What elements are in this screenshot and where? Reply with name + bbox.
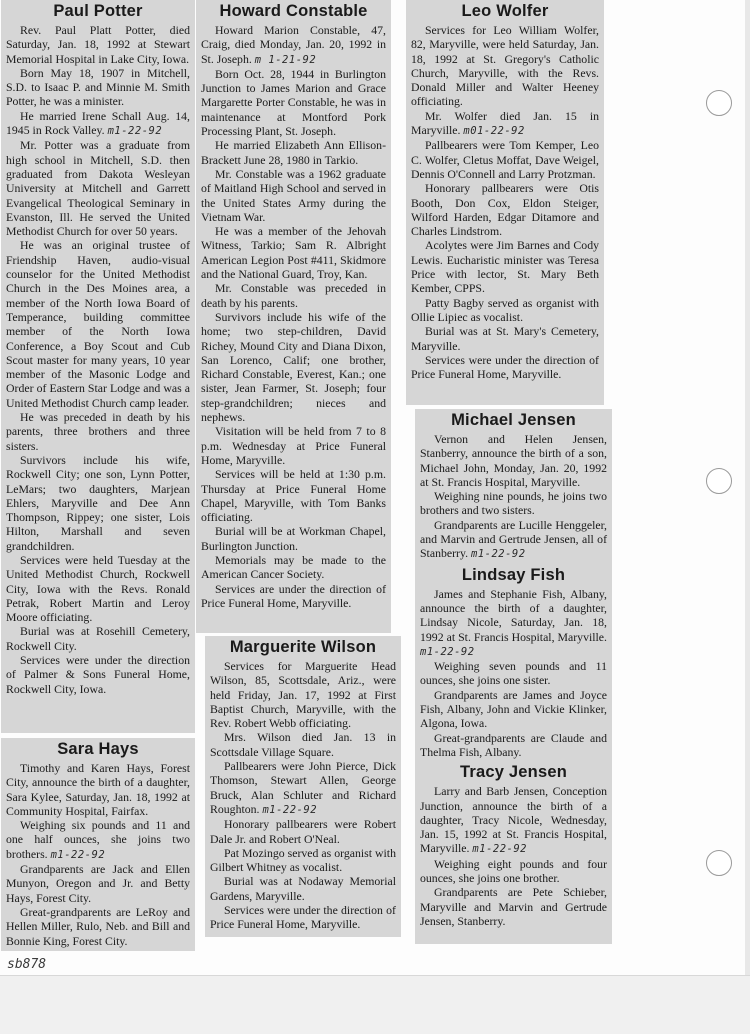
handwritten-date: m01-22-92 — [463, 125, 525, 138]
paragraph — [420, 784, 607, 856]
paragraph: Services were under the direction of Price Funeral Home, Maryville. — [411, 352, 599, 382]
paragraph-text: Weighing six pounds and 11 and one half ounces, she joins two brothers. — [6, 818, 190, 861]
clipping-title: Michael Jensen — [451, 411, 576, 429]
paragraph-text: Pallbearers were John Pierce, Dick Thomson, Stewart Allen, George Bruck, Alan Schluter and Richard Roughton. — [210, 759, 396, 816]
paragraph: Services were under the direction of Palmer & Sons Funeral Home, Rockwell City, Iowa. — [6, 653, 190, 696]
paragraph-text: Grandparents are Lucille Henggeler, and Marvin and Gertrude Jensen, all of Stanberry. — [420, 517, 607, 561]
binder-hole — [706, 468, 732, 494]
paragraph: Rev. Paul Platt Potter, died Saturday, Jan. 18, 1992 at Stewart Memorial Hospital in Lake City, Iowa. — [6, 23, 190, 66]
paragraph: He was a member of the Jehovah Witness, Tarkio; Sam R. Albright American Legion Post #411, Skidmore and the National Guard, Troy, Kan. — [201, 224, 386, 282]
page-edge — [745, 0, 750, 975]
paragraph-text: Mr. Wolfer died Jan. 15 in Maryville. — [411, 108, 599, 138]
paragraph — [201, 23, 386, 67]
paragraph — [6, 109, 190, 139]
paragraph: Services for Marguerite Head Wilson, 85, Scottsdale, Ariz., were held Friday, Jan. 17, 1992 at First Baptist Church, Maryville, with the Rev. Robert Webb officiating. — [210, 659, 396, 731]
paragraph: Honorary pallbearers were Robert Dale Jr. and Robert O'Neal. — [210, 817, 396, 846]
handwritten-date: m1-22-92 — [472, 843, 527, 856]
binder-hole — [706, 850, 732, 876]
paragraph: Services were held Tuesday at the United Methodist Church, Rockwell City, Iowa with the Revs. Ronald Petrak, Robert Martin and Leroy Moore officiating. — [6, 552, 190, 625]
handwritten-date: m1-22-92 — [107, 125, 163, 138]
archive-number: sb878 — [7, 957, 47, 972]
paragraph: Burial will be at Workman Chapel, Burlington Junction. — [201, 524, 386, 553]
clipping-howard-constable — [196, 0, 391, 633]
paragraph: Honorary pallbearers were Otis Booth, Don Cox, Eldon Steiger, Wilford Harden, Edgar Ditamore and Charles Lindstrom. — [411, 181, 599, 239]
paragraph: Weighing eight pounds and four ounces, she joins one brother. — [420, 856, 607, 886]
handwritten-date: m1-22-92 — [262, 803, 318, 816]
paragraph: He married Elizabeth Ann Ellison-Brackett June 28, 1980 in Tarkio. — [201, 138, 386, 167]
scanner-margin — [0, 975, 750, 1034]
handwritten-date: m 1-21-92 — [254, 53, 317, 66]
paragraph: Mr. Potter was a graduate from high school in Mitchell, S.D. then graduated from Dakota Wesleyan University at Mitchell and Garrett Evangelical Theological Seminary in Evanston, Ill. He served the United Methodist Church for over 50 years. — [6, 138, 190, 239]
paragraph: Great-grandparents are LeRoy and Hellen Miller, Rulo, Neb. and Bill and Bonnie King, Forest City. — [6, 904, 190, 948]
paragraph: Pallbearers were Tom Kemper, Leo C. Wolfer, Cletus Moffat, Dave Weigel, Dennis O'Connell and Larry Protzman. — [411, 138, 599, 181]
paragraph: Services will be held at 1:30 p.m. Thursday at Price Funeral Home Chapel, Maryville, with Tom Banks officiating. — [201, 467, 386, 525]
paragraph-text: Howard Marion Constable, 47, Craig, died Monday, Jan. 20, 1992 in St. Joseph. — [201, 23, 386, 66]
clipping-title: Leo Wolfer — [461, 2, 549, 20]
handwritten-date: m1-22-92 — [50, 848, 106, 861]
paragraph — [411, 109, 599, 139]
handwritten-date: m1-22-92 — [420, 645, 475, 658]
paragraph — [420, 518, 607, 562]
paragraph: Grandparents are Jack and Ellen Munyon, Oregon and Jr. and Betty Hays, Forest City. — [6, 862, 190, 905]
paragraph: Grandparents are Pete Schieber, Maryville and Marvin and Gertrude Jensen, Stanberry. — [420, 885, 607, 928]
paragraph: Pat Mozingo served as organist with Gilbert Whitney as vocalist. — [210, 845, 396, 875]
paragraph: Great-grandparents are Claude and Thelma Fish, Albany. — [420, 730, 607, 759]
paragraph: Acolytes were Jim Barnes and Cody Lewis. Eucharistic minister was Teresa Price with lector, St. Mary Beth Kember, CPPS. — [411, 238, 599, 296]
binder-hole — [706, 90, 732, 116]
paragraph: Mr. Constable was preceded in death by his parents. — [201, 281, 386, 310]
paragraph: Grandparents are James and Joyce Fish, Albany, John and Vickie Klinker, Algona, Iowa. — [420, 687, 607, 731]
paragraph: Survivors include his wife, Rockwell City; one son, Lynn Potter, LeMars; two daughters, Marjean Ehlers, Maryville and Dee Ann Thompson, Rippey; one sister, Lois Hilton, Marshall and seven grandchildren. — [6, 452, 190, 553]
paragraph: Born May 18, 1907 in Mitchell, S.D. to Isaac P. and Minnie M. Smith Potter, he was a minister. — [6, 65, 190, 109]
paragraph: Visitation will be held from 7 to 8 p.m. Wednesday at Price Funeral Home, Maryville. — [201, 424, 386, 467]
paragraph: Services for Leo William Wolfer, 82, Maryville, were held Saturday, Jan. 18, 1992 at St. Gregory's Catholic Church, Maryville, with the Revs. Donald Miller and Walter Heeney officiating. — [411, 23, 599, 109]
paragraph: Services were under the direction of Price Funeral Home, Maryville. — [210, 903, 396, 932]
clipping-leo-wolfer — [406, 0, 604, 405]
paragraph: He was an original trustee of Friendship Haven, audio-visual counselor for the United Methodist Church in the Des Moines area, a member of the North Iowa Board of Temperance, building committee member of the North Iowa Conference, a Boy Scout and Cub Scout master for many years, 10 year member of the Masonic Lodge and Order of Eastern Star Lodge and was a United Methodist Church camp leader. — [6, 238, 190, 410]
paragraph: Patty Bagby served as organist with Ollie Lipiec as vocalist. — [411, 295, 599, 324]
paragraph — [6, 818, 190, 862]
paragraph-text: James and Stephanie Fish, Albany, announce the birth of a daughter, Lindsay Nicole, Saturday, Jan. 18, 1992 at St. Francis Hospital, Maryville. — [420, 586, 607, 644]
paragraph: Burial was at Rosehill Cemetery, Rockwell City. — [6, 624, 190, 653]
paragraph — [420, 587, 607, 659]
clipping-title: Tracy Jensen — [460, 763, 567, 782]
handwritten-date: m1-22-92 — [471, 548, 526, 561]
clipping-title: Sara Hays — [57, 740, 139, 758]
paragraph: Survivors include his wife of the home; two step-children, David Richey, Mound City and Diana Dixon, San Lorenco, Calif; one brother, Richard Constable, Everest, Kan.; one sister, Jean Farmer, St. Joseph; four step-grandchildren; nieces and nephews. — [201, 309, 386, 425]
paragraph: Burial was at Nodaway Memorial Gardens, Maryville. — [210, 874, 396, 903]
paragraph-text: He married Irene Schall Aug. 14, 1945 in Rock Valley. — [6, 108, 190, 138]
clipping-birth-notices — [415, 409, 612, 944]
clipping-title: Lindsay Fish — [461, 565, 566, 584]
paragraph: He was preceded in death by his parents, three brothers and three sisters. — [6, 410, 190, 453]
paragraph: Timothy and Karen Hays, Forest City, announce the birth of a daughter, Sara Kylee, Saturday, Jan. 18, 1992 at Community Hospital, Fairfax. — [6, 761, 190, 818]
paragraph: Mr. Constable was a 1962 graduate of Maitland High School and served in the United States Army during the Vietnam War. — [201, 166, 386, 224]
clipping-sara-hays — [1, 738, 195, 951]
paragraph — [210, 759, 396, 817]
paragraph: Weighing nine pounds, he joins two brothers and two sisters. — [420, 489, 607, 518]
paragraph: Mrs. Wilson died Jan. 13 in Scottsdale Village Square. — [210, 730, 396, 759]
clipping-marguerite-wilson — [205, 636, 401, 937]
paragraph-text: Larry and Barb Jensen, Conception Junction, announce the birth of a daughter, Tracy Nicole, Wednesday, Jan. 15, 1992 at St. Francis Hospital, Maryville. — [420, 784, 607, 856]
clipping-paul-potter — [1, 0, 195, 733]
paragraph: Born Oct. 28, 1944 in Burlington Junction to James Marion and Grace Margarette Porter Constable, he was in maintenance at Montford Pork Processing Plant, St. Joseph. — [201, 66, 386, 139]
paragraph: Burial was at St. Mary's Cemetery, Maryville. — [411, 324, 599, 353]
paragraph: Memorials may be made to the American Cancer Society. — [201, 552, 386, 582]
paragraph: Weighing seven pounds and 11 ounces, she joins one sister. — [420, 659, 607, 688]
paragraph: Services are under the direction of Price Funeral Home, Maryville. — [201, 581, 386, 610]
paragraph: Vernon and Helen Jensen, Stanberry, announce the birth of a son, Michael John, Monday, Jan. 20, 1992 at St. Francis Hospital, Maryville. — [420, 432, 607, 489]
clipping-title: Marguerite Wilson — [229, 638, 377, 656]
clipping-title: Paul Potter — [53, 2, 143, 20]
clipping-title: Howard Constable — [219, 2, 368, 20]
